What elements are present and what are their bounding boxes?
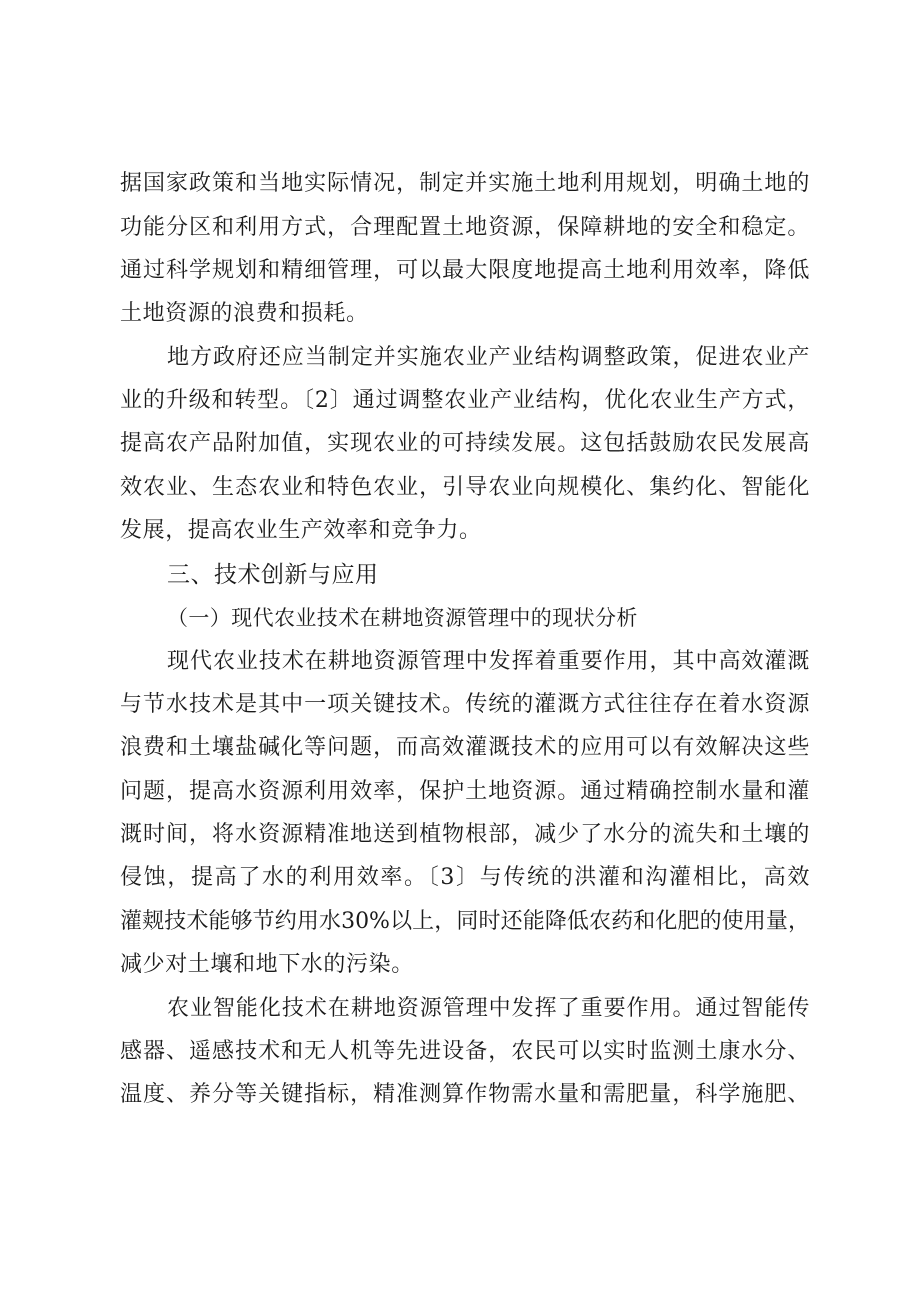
- paragraph-line: 浪费和土壤盐碱化等问题，而高效灌溉技术的应用可以有效解决这些: [120, 735, 810, 760]
- paragraph-line: 据国家政策和当地实际情况，制定并实施土地利用规划，明确土地的: [120, 171, 810, 196]
- paragraph-line: 提高农产品附加值，实现农业的可持续发展。这包括鼓励农民发展高: [120, 431, 810, 456]
- paragraph-line: 与节水技术是其中一项关键技术。传统的灌溉方式往往存在着水资源: [120, 692, 810, 717]
- paragraph-line: 问题，提高水资源利用效率，保护土地资源。通过精确控制水量和灌: [120, 779, 810, 804]
- section-heading: 三、技术创新与应用: [167, 562, 379, 588]
- paragraph-line: 土地资源的浪费和损耗。: [120, 301, 369, 326]
- paragraph-line: 地方政府还应当制定并实施农业产业结构调整政策，促进农业产: [167, 345, 810, 370]
- paragraph-line: 农业智能化技术在耕地资源管理中发挥了重要作用。通过智能传: [167, 996, 810, 1021]
- paragraph-line: 温度、养分等关键指标，精准测算作物需水量和需肥量，科学施肥、: [120, 1082, 810, 1107]
- paragraph-line: 发展，提高农业生产效率和竞争力。: [120, 518, 482, 543]
- paragraph-line: 减少对土壤和地下水的污染。: [120, 952, 414, 977]
- paragraph-line: 现代农业技术在耕地资源管理中发挥着重要作用，其中高效灌溉: [167, 649, 810, 674]
- subsection-heading: （一）现代农业技术在耕地资源管理中的现状分析: [167, 606, 638, 630]
- paragraph-line: 功能分区和利用方式，合理配置土地资源，保障耕地的安全和稳定。: [120, 215, 810, 240]
- paragraph-line: 效农业、生态农业和特色农业，引导农业向规模化、集约化、智能化: [120, 475, 810, 500]
- paragraph-line: 感器、遥感技术和无人机等先进设备，农民可以实时监测土康水分、: [120, 1039, 810, 1064]
- paragraph-line: 侵蚀，提高了水的利用效率。〔3〕与传统的洪灌和沟灌相比，高效: [120, 865, 810, 890]
- paragraph-line: 业的升级和转型。〔2〕通过调整农业产业结构，优化农业生产方式，: [120, 388, 810, 413]
- paragraph-line: 溉时间，将水资源精准地送到植物根部，减少了水分的流失和土壤的: [120, 822, 810, 847]
- paragraph-line: 灌觌技术能够节约用水30%以上，同时还能降低农药和化肥的使用量，: [120, 909, 810, 934]
- paragraph-line: 通过科学规划和精细管理，可以最大限度地提高土地利用效率，降低: [120, 258, 810, 283]
